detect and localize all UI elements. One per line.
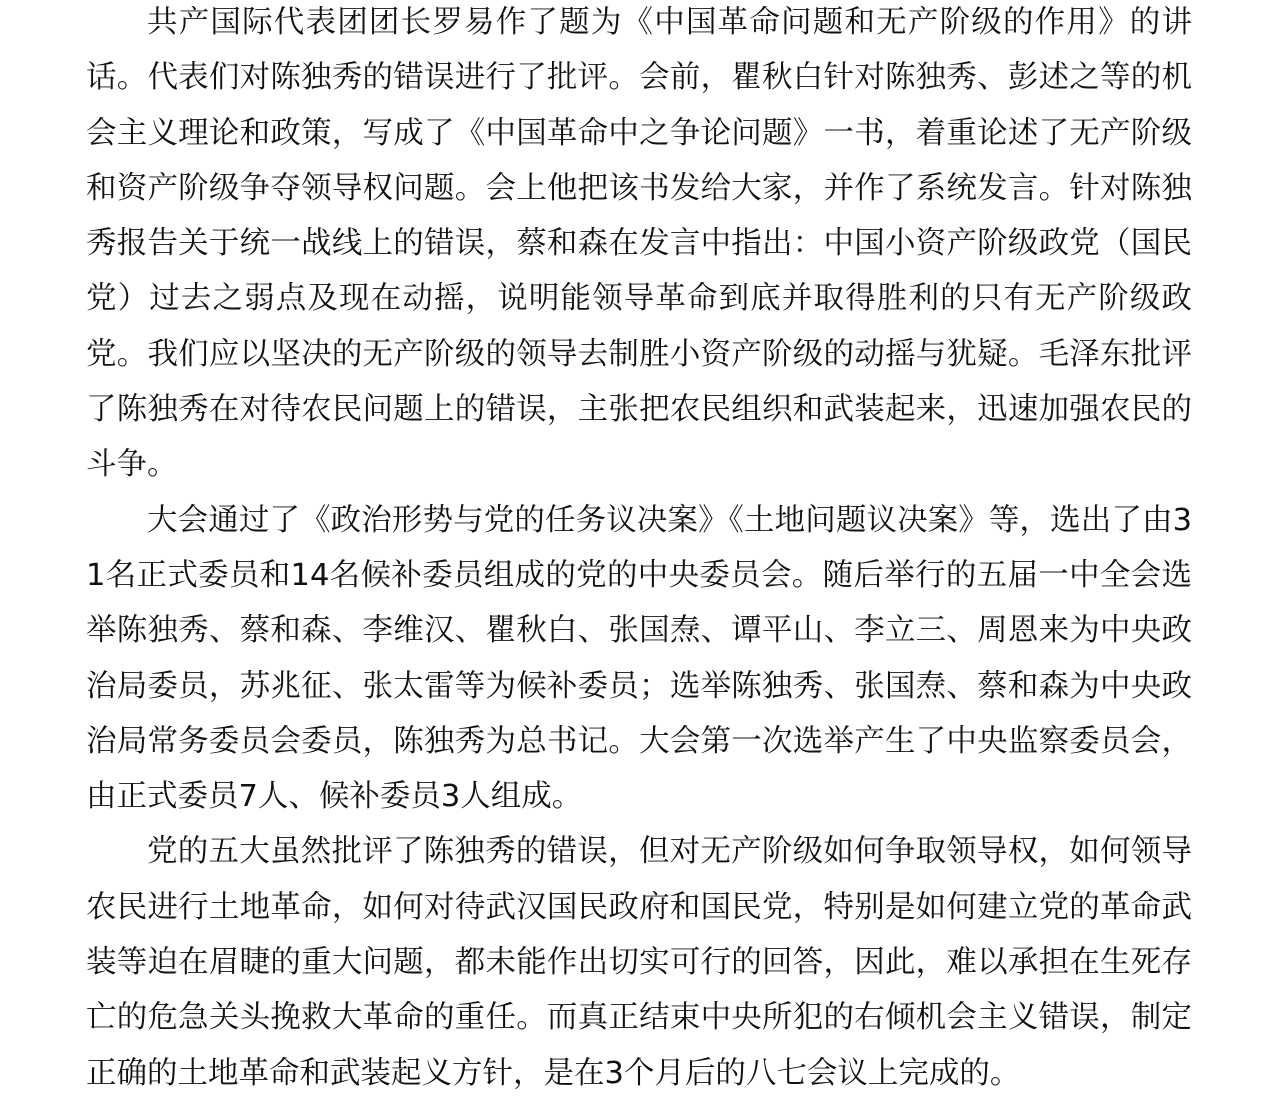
paragraph-3: 党的五大虽然批评了陈独秀的错误，但对无产阶级如何争取领导权，如何领导农民进行土地革命，如何对待武汉国民政府和国民党，特别是如何建立党的革命武装等迫在眉睫的重大问题，都未能作出切实可行的回答，因此，难以承担在生死存亡的危急关头挽救大革命的重任。而真正结束中央所犯的右倾机会主义错误，制定正确的土地革命和武装起义方针，是在3个月后的八七会议上完成的。 (86, 834, 1192, 1091)
paragraph-2: 大会通过了《政治形势与党的任务议决案》《土地问题议决案》等，选出了由31名正式委员和14名候补委员组成的党的中央委员会。随后举行的五届一中全会选举陈独秀、蔡和森、李维汉、瞿秋白、张国焘、谭平山、李立三、周恩来为中央政治局委员，苏兆征、张太雷等为候补委员；选举陈独秀、张国焘、蔡和森为中央政治局常务委员会委员，陈独秀为总书记。大会第一次选举产生了中央监察委员会，由正式委员7人、候补委员3人组成。 (86, 502, 1192, 815)
paragraph-1: 共产国际代表团团长罗易作了题为《中国革命问题和无产阶级的作用》的讲话。代表们对陈独秀的错误进行了批评。会前，瞿秋白针对陈独秀、彭述之等的机会主义理论和政策，写成了《中国革命中之争论问题》一书，着重论述了无产阶级和资产阶级争夺领导权问题。会上他把该书发给大家，并作了系统发言。针对陈独秀报告关于统一战线上的错误，蔡和森在发言中指出：中国小资产阶级政党（国民党）过去之弱点及现在动摇，说明能领导革命到底并取得胜利的只有无产阶级政党。我们应以坚决的无产阶级的领导去制胜小资产阶级的动摇与犹疑。毛泽东批评了陈独秀在对待农民问题上的错误，主张把农民组织和武装起来，迅速加强农民的斗争。 (86, 5, 1192, 483)
